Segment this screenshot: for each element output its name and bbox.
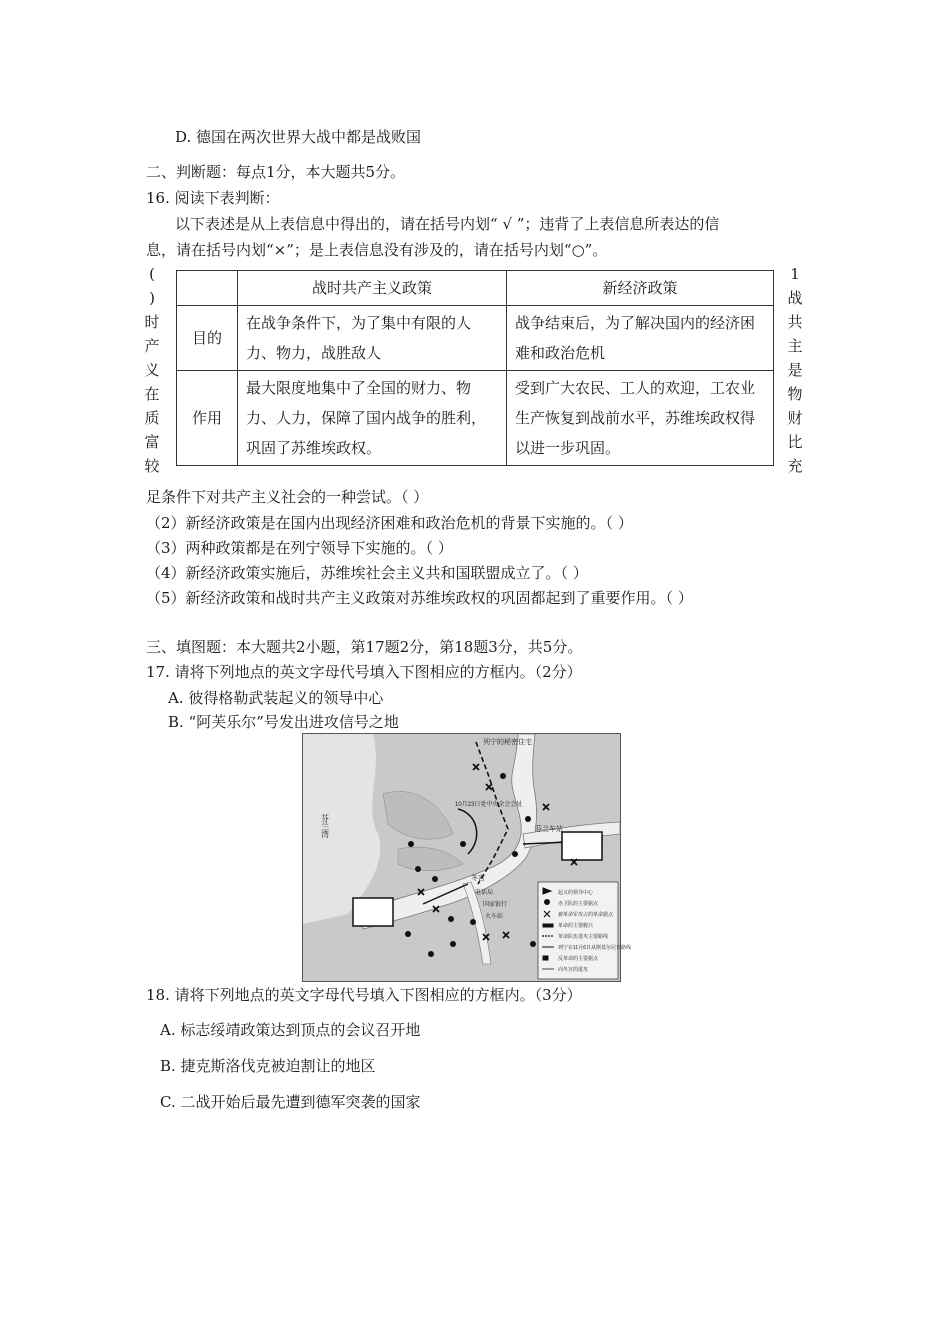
answer-box-left bbox=[353, 898, 393, 926]
q18-option-a: A. 标志绥靖政策达到顶点的会议召开地 bbox=[160, 1021, 421, 1039]
row-label: 作用 bbox=[177, 371, 238, 466]
table-header-cell: 新经济政策 bbox=[507, 271, 774, 306]
q18-option-b: B. 捷克斯洛伐克被迫割让的地区 bbox=[160, 1057, 376, 1075]
q17-option-b: B. “阿芙乐尔”号发出进攻信号之地 bbox=[168, 713, 399, 731]
right-wrapped-column: 1 战 共 主 是 物 财 比 充 bbox=[787, 265, 803, 475]
q16-instruction-2: 息，请在括号内划“×”；是上表信息没有涉及的，请在括号内划“○”。 bbox=[146, 241, 608, 259]
map-label-meeting-site: 10月23日党中央全会会址 bbox=[455, 802, 523, 808]
map-drawing bbox=[303, 734, 631, 981]
table-cell: 最大限度地集中了全国的财力、物力、人力，保障了国内战争的胜利，巩固了苏维埃政权。 bbox=[238, 371, 507, 466]
legend-counter-icon bbox=[543, 956, 548, 960]
q18-title: 18. 请将下列地点的英文字母代号填入下图相应的方框内。（3分） bbox=[146, 986, 582, 1004]
answer-box-right bbox=[562, 832, 602, 860]
policy-comparison-table bbox=[176, 270, 774, 466]
q17-title: 17. 请将下列地点的英文字母代号填入下图相应的方框内。（2分） bbox=[146, 663, 582, 681]
option-d: D. 德国在两次世界大战中都是战败国 bbox=[175, 128, 422, 146]
statement-5: （5）新经济政策和战时共产主义政策对苏维埃政权的巩固都起到了重要作用。（ ） bbox=[146, 589, 693, 607]
map-legend bbox=[538, 882, 618, 979]
legend-item: 向冬宫的进攻 bbox=[558, 967, 589, 973]
statement-4: （4）新经济政策实施后，苏维埃社会主义共和国联盟成立了。（ ） bbox=[146, 564, 588, 582]
q16-instruction-1: 以下表述是从上表信息中得出的，请在括号内划“ √ ”；违背了上表信息所表达的信 bbox=[175, 215, 720, 233]
table-cell: 在战争条件下，为了集中有限的人力、物力，战胜敌人 bbox=[238, 306, 507, 371]
legend-item: 革命队伍进攻主要路线 bbox=[558, 934, 609, 940]
map-label-telegraph: 电话局 bbox=[475, 890, 494, 896]
section2-heading: 二、判断题：每点1分，本大题共5分。 bbox=[146, 163, 406, 181]
table-cell: 战争结束后，为了解决国内的经济困难和政治危机 bbox=[507, 306, 774, 371]
q17-option-a: A. 彼得格勒武装起义的领导中心 bbox=[168, 689, 384, 707]
row-label: 目的 bbox=[177, 306, 238, 371]
petrograd-uprising-map bbox=[302, 733, 631, 982]
map-label-finland-station: 芬兰车站 bbox=[535, 826, 563, 833]
legend-ship-icon bbox=[543, 924, 553, 927]
legend-item: 赤卫队的主要据点 bbox=[558, 901, 599, 907]
q18-option-c: C. 二战开始后最先遭到德军突袭的国家 bbox=[160, 1093, 421, 1111]
statement-1-tail: 足条件下对共产主义社会的一种尝试。（ ） bbox=[146, 488, 429, 506]
table-header-cell bbox=[177, 271, 238, 306]
table-header-row bbox=[177, 271, 774, 306]
legend-shield-icon bbox=[545, 900, 550, 905]
table-row bbox=[177, 306, 774, 371]
legend-item: 被革命军攻占的革命据点 bbox=[558, 912, 614, 918]
legend-item: 列宁在11月6日从斯莫尔尼宫路线 bbox=[558, 945, 631, 951]
map-label-winter-palace: 冬宫 bbox=[471, 875, 485, 882]
statement-2: （2）新经济政策是在国内出现经济困难和政治危机的背景下实施的。（ ） bbox=[146, 514, 633, 532]
map-label-station: 火车站 bbox=[485, 914, 504, 920]
left-wrapped-column: ( ) 时 产 义 在 质 富 较 bbox=[144, 265, 160, 475]
legend-item: 起义的领导中心 bbox=[558, 890, 594, 896]
q16-title: 16. 阅读下表判断： bbox=[146, 189, 280, 207]
table-row bbox=[177, 371, 774, 466]
table-header-cell: 战时共产主义政策 bbox=[238, 271, 507, 306]
table-cell: 受到广大农民、工人的欢迎，工农业生产恢复到战前水平，苏维埃政权得以进一步巩固。 bbox=[507, 371, 774, 466]
legend-item: 反革命的主要据点 bbox=[558, 956, 599, 962]
legend-item: 革命的主要舰只 bbox=[558, 923, 594, 929]
section3-heading: 三、填图题：本大题共2小题，第17题2分，第18题3分，共5分。 bbox=[146, 638, 583, 656]
map-label-state-bank: 国家银行 bbox=[483, 902, 508, 908]
statement-3: （3）两种政策都是在列宁领导下实施的。（ ） bbox=[146, 539, 453, 557]
map-label-lenin-house: 列宁的秘密住宅 bbox=[483, 739, 532, 746]
map-label-sea: 芬兰湾 bbox=[320, 814, 330, 838]
